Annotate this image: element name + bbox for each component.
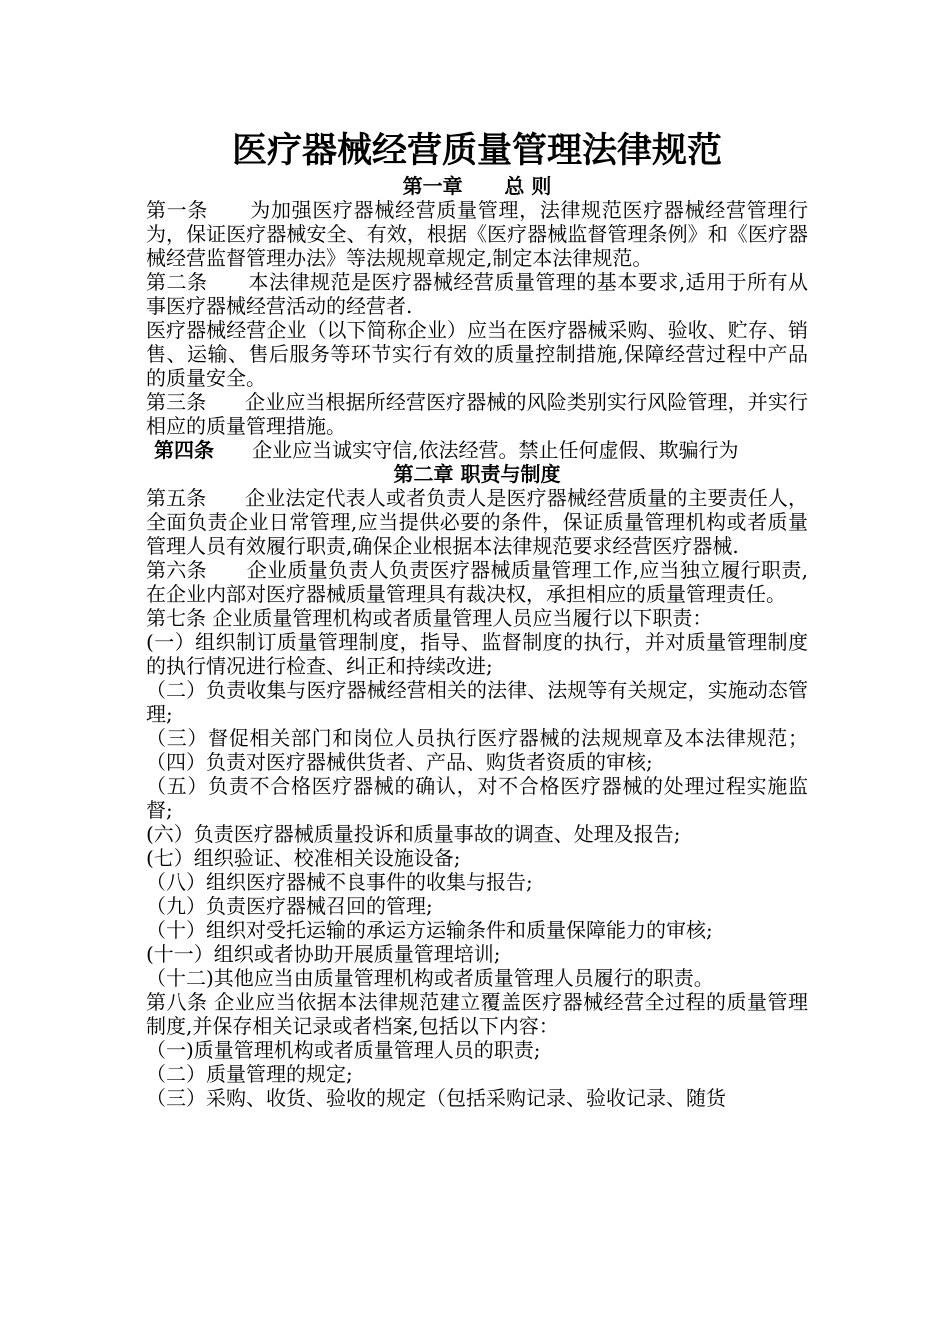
article-7-item-1: (一）组织制订质量管理制度，指导、监督制度的执行，并对质量管理制度的执行情况进行检查、纠正和持续改进; xyxy=(146,630,808,678)
article-6: 第六条 企业质量负责人负责医疗器械质量管理工作,应当独立履行职责,在企业内部对医疗器械质量管理具有裁决权，承担相应的质量管理责任。 xyxy=(146,558,808,606)
article-7-items-3-4: （三）督促相关部门和岗位人员执行医疗器械的法规规章及本法律规范； （四）负责对医疗器械供货者、产品、购货者资质的审核; xyxy=(146,726,821,774)
article-7-item-12: （十二)其他应当由质量管理机构或者质量管理人员履行的职责。 xyxy=(146,966,714,990)
article-7-item-2: （二）负责收集与医疗器械经营相关的法律、法规等有关规定，实施动态管理; xyxy=(146,678,808,726)
article-7-item-11: (十一）组织或者协助开展质量管理培训; xyxy=(146,942,501,966)
article-7-item-10: （十）组织对受托运输的承运方运输条件和质量保障能力的审核; xyxy=(146,918,713,942)
article-7-item-7: (七）组织验证、校准相关设施设备; xyxy=(146,846,461,870)
article-8: 第八条 企业应当依据本法律规范建立覆盖医疗器械经营全过程的质量管理制度,并保存相关记录或者档案,包括以下内容： xyxy=(146,990,808,1038)
article-7-item-6: (六）负责医疗器械质量投诉和质量事故的调查、处理及报告; xyxy=(146,822,681,846)
article-8-item-2: （二）质量管理的规定; xyxy=(146,1062,353,1086)
article-4-label: 第四条 xyxy=(154,438,214,462)
article-3: 第三条 企业应当根据所经营医疗器械的风险类别实行风险管理，并实行相应的质量管理措施。 xyxy=(146,390,808,438)
article-4-text: 企业应当诚实守信,依法经营。禁止任何虚假、欺骗行为 xyxy=(214,438,739,462)
article-2-continuation: 医疗器械经营企业（以下简称企业）应当在医疗器械采购、验收、贮存、销售、运输、售后服务等环节实行有效的质量控制措施,保障经营过程中产品的质量安全。 xyxy=(146,318,808,390)
article-8-item-3: （三）采购、收货、验收的规定（包括采购记录、验收记录、随货 xyxy=(146,1086,726,1110)
article-5: 第五条 企业法定代表人或者负责人是医疗器械经营质量的主要责任人，全面负责企业日常管理,应当提供必要的条件，保证质量管理机构或者质量管理人员有效履行职责,确保企业根据本法律规范要求经营医疗器械. xyxy=(146,486,808,558)
article-4 xyxy=(146,438,808,462)
article-7-item-9: （九）负责医疗器械召回的管理; xyxy=(146,894,433,918)
article-7-item-8: （八）组织医疗器械不良事件的收集与报告; xyxy=(146,870,533,894)
document-body xyxy=(146,128,821,1110)
article-7-item-5: （五）负责不合格医疗器械的确认，对不合格医疗器械的处理过程实施监督; xyxy=(146,774,808,822)
article-1: 第一条 为加强医疗器械经营质量管理，法律规范医疗器械经营管理行为，保证医疗器械安全、有效，根据《医疗器械监督管理条例》和《医疗器械经营监督管理办法》等法规规章规定,制定本法律规范。 xyxy=(146,198,808,270)
chapter-heading-2: 第二章 职责与制度 xyxy=(393,462,561,486)
chapter-heading-1: 第一章 总 则 xyxy=(402,174,552,198)
article-2: 第二条 本法律规范是医疗器械经营质量管理的基本要求,适用于所有从事医疗器械经营活动的经营者. xyxy=(146,270,808,318)
article-8-item-1: （一)质量管理机构或者质量管理人员的职责; xyxy=(146,1038,541,1062)
document-title: 医疗器械经营质量管理法律规范 xyxy=(231,130,722,171)
article-7: 第七条 企业质量管理机构或者质量管理人员应当履行以下职责： xyxy=(146,606,713,630)
